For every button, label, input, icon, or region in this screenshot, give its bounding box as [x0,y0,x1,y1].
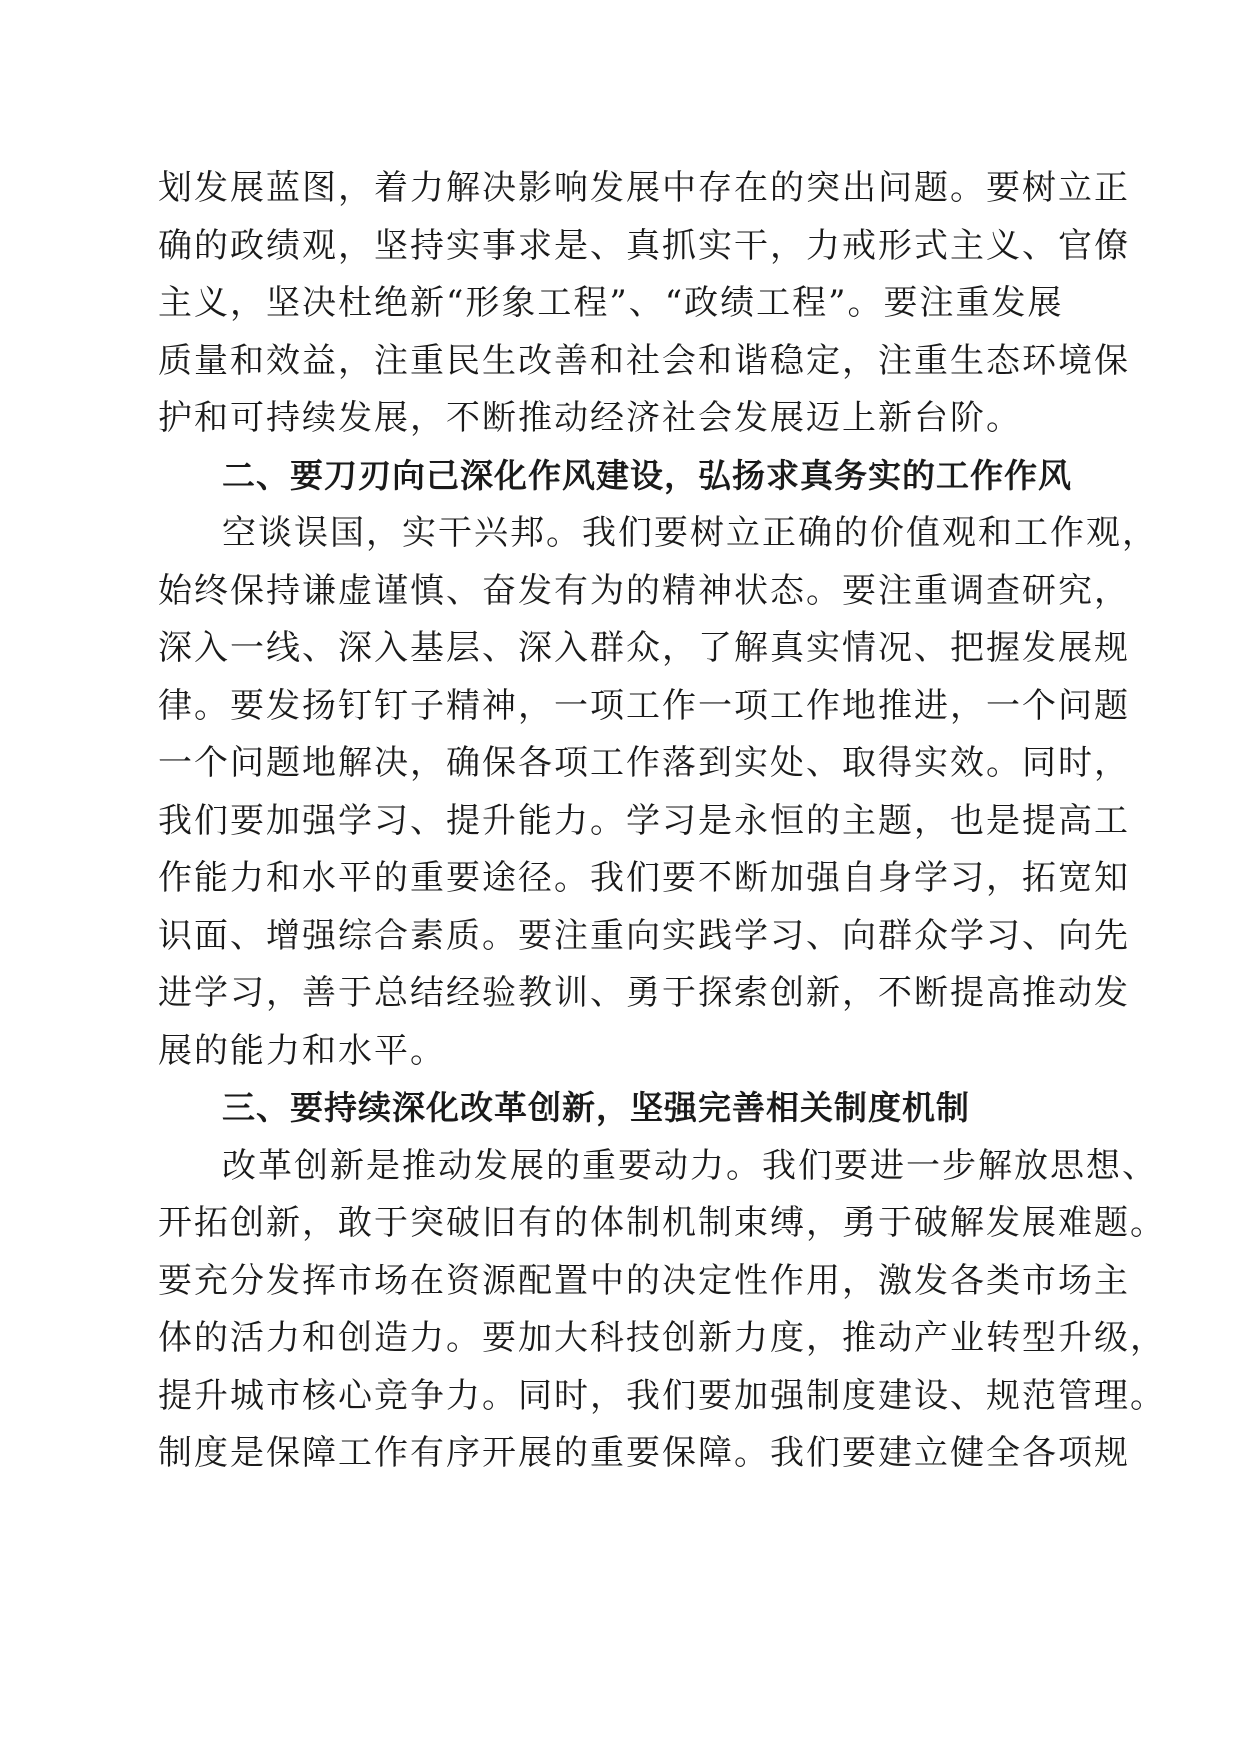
section-heading-2: 二、要刀刃向己深化作风建设，弘扬求真务实的工作作风 [222,456,1072,495]
paragraph-line: 护和可持续发展，不断推动经济社会发展迈上新台阶。 [158,398,1022,438]
paragraph-line: 制度是保障工作有序开展的重要保障。我们要建立健全各项规 [158,1433,1130,1473]
paragraph-line: 划发展蓝图，着力解决影响发展中存在的突出问题。要树立正 [158,168,1130,208]
paragraph-line: 质量和效益，注重民生改善和社会和谐稳定，注重生态环境保 [158,341,1130,381]
paragraph-line: 一个问题地解决，确保各项工作落到实处、取得实效。同时， [158,743,1130,783]
paragraph-line: 始终保持谦虚谨慎、奋发有为的精神状态。要注重调查研究， [158,571,1130,611]
paragraph-line: 主义，坚决杜绝新“形象工程”、“政绩工程”。要注重发展 [158,283,1064,323]
section-heading-3: 三、要持续深化改革创新，坚强完善相关制度机制 [222,1088,970,1127]
paragraph-line: 进学习，善于总结经验教训、勇于探索创新，不断提高推动发 [158,973,1130,1013]
paragraph-line: 要充分发挥市场在资源配置中的决定性作用，激发各类市场主 [158,1261,1130,1301]
paragraph-line: 我们要加强学习、提升能力。学习是永恒的主题，也是提高工 [158,801,1130,841]
paragraph-line: 体的活力和创造力。要加大科技创新力度，推动产业转型升级， [158,1318,1166,1358]
paragraph-line: 展的能力和水平。 [158,1031,446,1071]
paragraph-line: 确的政绩观，坚持实事求是、真抓实干，力戒形式主义、官僚 [158,226,1130,266]
paragraph-line: 提升城市核心竞争力。同时，我们要加强制度建设、规范管理。 [158,1376,1166,1416]
paragraph-line: 深入一线、深入基层、深入群众，了解真实情况、把握发展规 [158,628,1130,668]
paragraph-line: 律。要发扬钉钉子精神，一项工作一项工作地推进，一个问题 [158,686,1130,726]
paragraph-line: 开拓创新，敢于突破旧有的体制机制束缚，勇于破解发展难题。 [158,1203,1166,1243]
paragraph-line: 空谈误国，实干兴邦。我们要树立正确的价值观和工作观， [222,513,1158,553]
paragraph-line: 识面、增强综合素质。要注重向实践学习、向群众学习、向先 [158,916,1130,956]
paragraph-line: 作能力和水平的重要途径。我们要不断加强自身学习，拓宽知 [158,858,1130,898]
paragraph-line: 改革创新是推动发展的重要动力。我们要进一步解放思想、 [222,1146,1158,1186]
